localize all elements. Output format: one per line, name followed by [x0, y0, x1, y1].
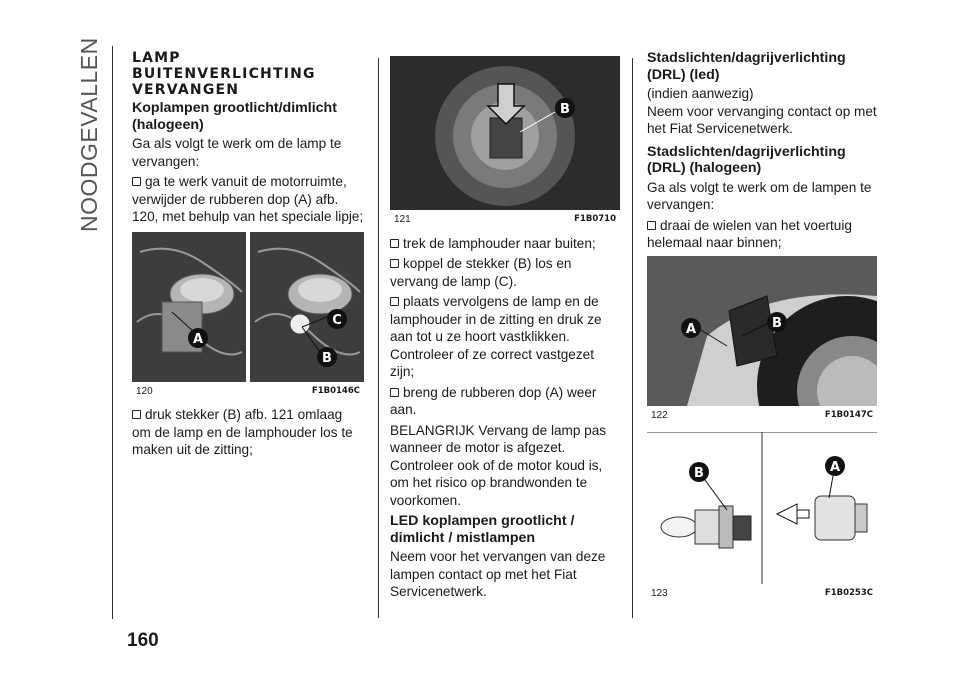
bullet-item [132, 406, 364, 459]
column-1 [132, 50, 364, 462]
side-tab-chapter: NOODGEVALLEN [76, 37, 102, 232]
engine-bay-illustration [132, 232, 364, 382]
callout-b: B [772, 315, 782, 331]
column-3 [647, 50, 877, 609]
intro-text: Ga als volgt te werk om de lamp te vervangen: [132, 136, 342, 169]
figure-code: F1B0147C [824, 409, 873, 420]
bullet-text: trek de lamphouder naar buiten; [403, 235, 596, 251]
figure-122 [647, 256, 877, 425]
checkbox-bullet-icon [647, 221, 656, 230]
figure-number: 120 [136, 385, 153, 397]
intro-text: Ga als volgt te werk om de lampen te vervangen: [647, 179, 872, 212]
figure-code: F1B0253C [824, 588, 873, 598]
bullet-text: druk stekker (B) afb. 121 omlaag om de lamp en de lamphouder los te maken uit de zitting; [132, 407, 353, 457]
bulb-illustration [647, 432, 877, 584]
bullet-item [132, 173, 364, 226]
callout-c: C [332, 312, 342, 328]
figure-caption [390, 211, 620, 229]
checkbox-bullet-icon [132, 410, 141, 419]
figure-code: F1B0146C [311, 385, 360, 396]
section-title: LAMP BUITENVERLICHTING VERVANGEN [132, 50, 316, 98]
callout-a: A [685, 321, 697, 337]
bullet-text: ga te werk vanuit de motorruimte, verwijder de rubberen dop (A) afb. 120, met behulp van het speciale lipje; [132, 174, 364, 224]
figure-code: F1B0710 [574, 214, 616, 224]
figure-number: 121 [394, 214, 411, 225]
optional-note: (indien aanwezig) [647, 86, 754, 101]
column-2 [390, 50, 620, 604]
callout-a: A [829, 460, 841, 475]
bullet-item [390, 255, 620, 290]
bullet-text: koppel de stekker (B) los en vervang de lamp (C). [390, 256, 572, 289]
callout-b: B [322, 350, 332, 366]
checkbox-bullet-icon [390, 239, 399, 248]
bullet-item [390, 235, 620, 253]
figure-caption [132, 383, 364, 401]
figure-123 [647, 432, 877, 603]
figure-number: 122 [651, 409, 668, 421]
subtitle-drl-halogen: Stadslichten/dagrijverlichting (DRL) (halogeen) [647, 143, 846, 176]
checkbox-bullet-icon [390, 259, 399, 268]
column-divider [632, 58, 633, 618]
wheel-arch-illustration [647, 256, 877, 406]
checkbox-bullet-icon [390, 297, 399, 306]
page-number: 160 [127, 630, 159, 651]
bullet-item [390, 293, 620, 381]
figure-caption [647, 585, 877, 603]
warning-text: BELANGRIJK Vervang de lamp pas wanneer de motor is afgezet. Controleer ook of de motor koud is, om het risico op brandwonden te voorkomen. [390, 422, 607, 508]
bullet-text: draai de wielen van het voertuig helemaal naar binnen; [647, 217, 852, 250]
callout-a: A [192, 331, 204, 347]
figure-number: 123 [651, 588, 668, 599]
checkbox-bullet-icon [132, 177, 141, 186]
figure-120 [132, 232, 364, 401]
subtitle-halogen-headlamps: Koplampen grootlicht/dimlicht (halogeen) [132, 100, 337, 133]
subtitle-drl-led: Stadslichten/dagrijverlichting (DRL) (led) [647, 50, 846, 83]
subtitle-led-headlamps: LED koplampen grootlicht / dimlicht / mistlampen [390, 513, 575, 546]
callout-b: B [694, 466, 704, 481]
led-text: Neem voor het vervangen van deze lampen contact op met het Fiat Servicenetwerk. [390, 549, 606, 599]
figure-121 [390, 56, 620, 229]
figure-caption [647, 407, 877, 425]
bullet-item [647, 217, 877, 252]
bullet-text: plaats vervolgens de lamp en de lamphouder in de zitting en druk ze aan tot u ze hoort vastklikken. Controleer of ze correct vastgezet zijn; [390, 294, 602, 379]
checkbox-bullet-icon [390, 388, 399, 397]
bullet-item [390, 384, 620, 419]
callout-b: B [560, 102, 570, 117]
column-divider [378, 58, 379, 618]
side-divider [112, 46, 113, 619]
lamp-holder-illustration [390, 56, 620, 210]
bullet-text: breng de rubberen dop (A) weer aan. [390, 384, 597, 417]
drl-led-text: Neem voor vervanging contact op met het Fiat Servicenetwerk. [647, 103, 877, 136]
